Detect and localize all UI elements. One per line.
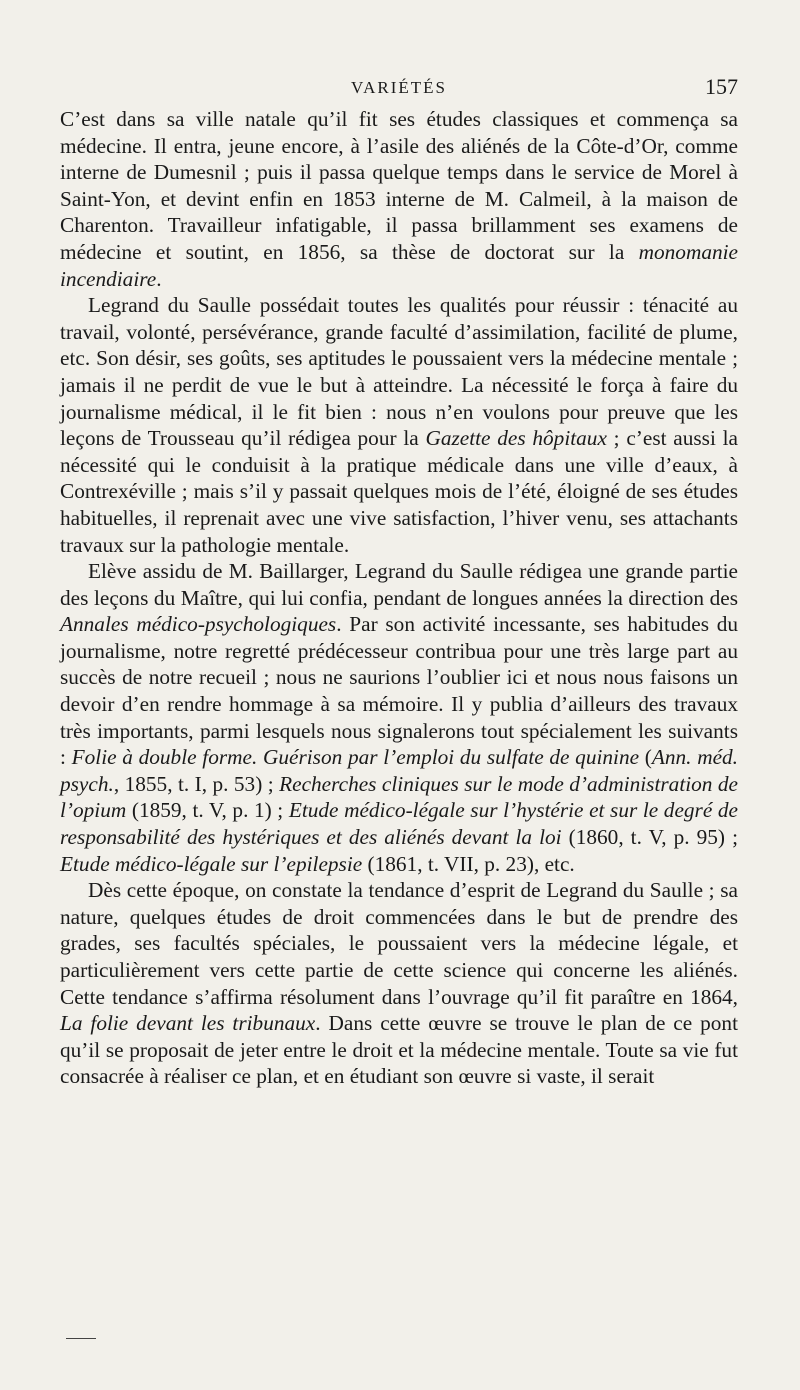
italic-text: La folie devant les tribunaux [60, 1011, 316, 1036]
paragraph-text: . Par son activité incessante, ses habitudes du journalisme, notre regretté prédécesseur contribua pour une très large part au succès de notre recueil ; nous ne saurions l’oublier ici et nous nous faisons un devoir d’en rendre hommage à sa mémoire. Il y publia d’ailleurs des travaux très importants, parmi lesquels nous signalerons tout spécialement les suivants : [60, 612, 738, 770]
footer-rule [66, 1338, 96, 1339]
italic-text: Etude médico-légale sur l’epilepsie [60, 851, 363, 876]
page-number: 157 [705, 74, 738, 99]
body-text [60, 106, 738, 1090]
book-page [60, 70, 738, 1090]
paragraph-text: C’est dans sa ville natale qu’il fit ses études classiques et commença sa médecine. Il entra, jeune encore, à l’asile des aliénés de la Côte-d’Or, comme interne de Dumesnil ; puis il passa quelque temps dans le service de Morel à Saint-Yon, et devint enfin en 1853 interne de M. Calmeil, à la maison de Charenton. Travailleur infatigable, il passa brillamment ses examens de médecine et soutint, en 1856, sa thèse de doctorat sur la [60, 107, 738, 264]
italic-text: Gazette des hôpitaux [425, 426, 607, 451]
italic-text: Ann. méd. psych. [60, 745, 739, 796]
paragraph-text: . [156, 266, 162, 291]
paragraph [60, 558, 738, 877]
paragraph-text: . Dans cette œuvre se trouve le plan de ce pont qu’il se proposait de jeter entre le droit et la médecine mentale. Toute sa vie fut consacrée à réaliser ce plan, et en étudiant son œuvre si vaste, il serait [60, 1011, 738, 1089]
italic-text: Recherches cliniques sur le mode d’administration de l’opium [60, 771, 739, 823]
paragraph-text: (1860, t. V, p. 95) ; [561, 825, 738, 850]
italic-text: Annales médico-psychologiques [60, 612, 337, 637]
paragraph-text: Elève assidu de M. Baillarger, Legrand du Saulle rédigea une grande partie des leçons du Maître, qui lui confia, pendant de longues années la direction des [60, 559, 738, 610]
italic-text: Folie à double forme. Guérison par l’emploi du sulfate de quinine [71, 745, 640, 770]
running-title: VARIÉTÉS [351, 78, 447, 97]
running-head [60, 70, 738, 106]
paragraph [60, 877, 738, 1090]
paragraph [60, 106, 738, 292]
paragraph [60, 292, 738, 558]
italic-text: monomanie incendiaire [60, 239, 738, 291]
paragraph-text: ( [639, 745, 652, 770]
paragraph-text: (1861, t. VII, p. 23), etc. [362, 851, 575, 876]
italic-text: Etude médico-légale sur l’hystérie et sur le degré de responsabilité des hystériques et des aliénés devant la loi [60, 798, 738, 850]
paragraph-text: Dès cette époque, on constate la tendance d’esprit de Legrand du Saulle ; sa nature, quelques études de droit commencées dans le but de prendre des grades, ses facultés spéciales, le poussaient vers la médecine légale, et particulièrement vers cette partie de cette science qui concerne les aliénés. Cette tendance s’affirma résolument dans l’ouvrage qu’il fit paraître en 1864, [60, 878, 738, 1009]
paragraph-text: (1859, t. V, p. 1) ; [126, 798, 289, 823]
paragraph-text: ; c’est aussi la nécessité qui le conduisit à la pratique médicale dans une ville d’eaux, à Contrexéville ; mais s’il y passait quelques mois de l’été, éloigné de ses études habituelles, il reprenait avec une vive satisfaction, l’hiver venu, ses attachants travaux sur la pathologie mentale. [60, 426, 738, 557]
paragraph-text: , 1855, t. I, p. 53) ; [113, 771, 280, 796]
paragraph-text: Legrand du Saulle possédait toutes les qualités pour réussir : ténacité au travail, volonté, persévérance, grande faculté d’assimilation, facilité de plume, etc. Son désir, ses goûts, ses aptitudes le poussaient vers la médecine mentale ; jamais il ne perdit de vue le but à atteindre. La nécessité le força à faire du journalisme médical, il le fit bien : nous n’en voulons pour preuve que les leçons de Trousseau qu’il rédigea pour la [60, 293, 738, 451]
